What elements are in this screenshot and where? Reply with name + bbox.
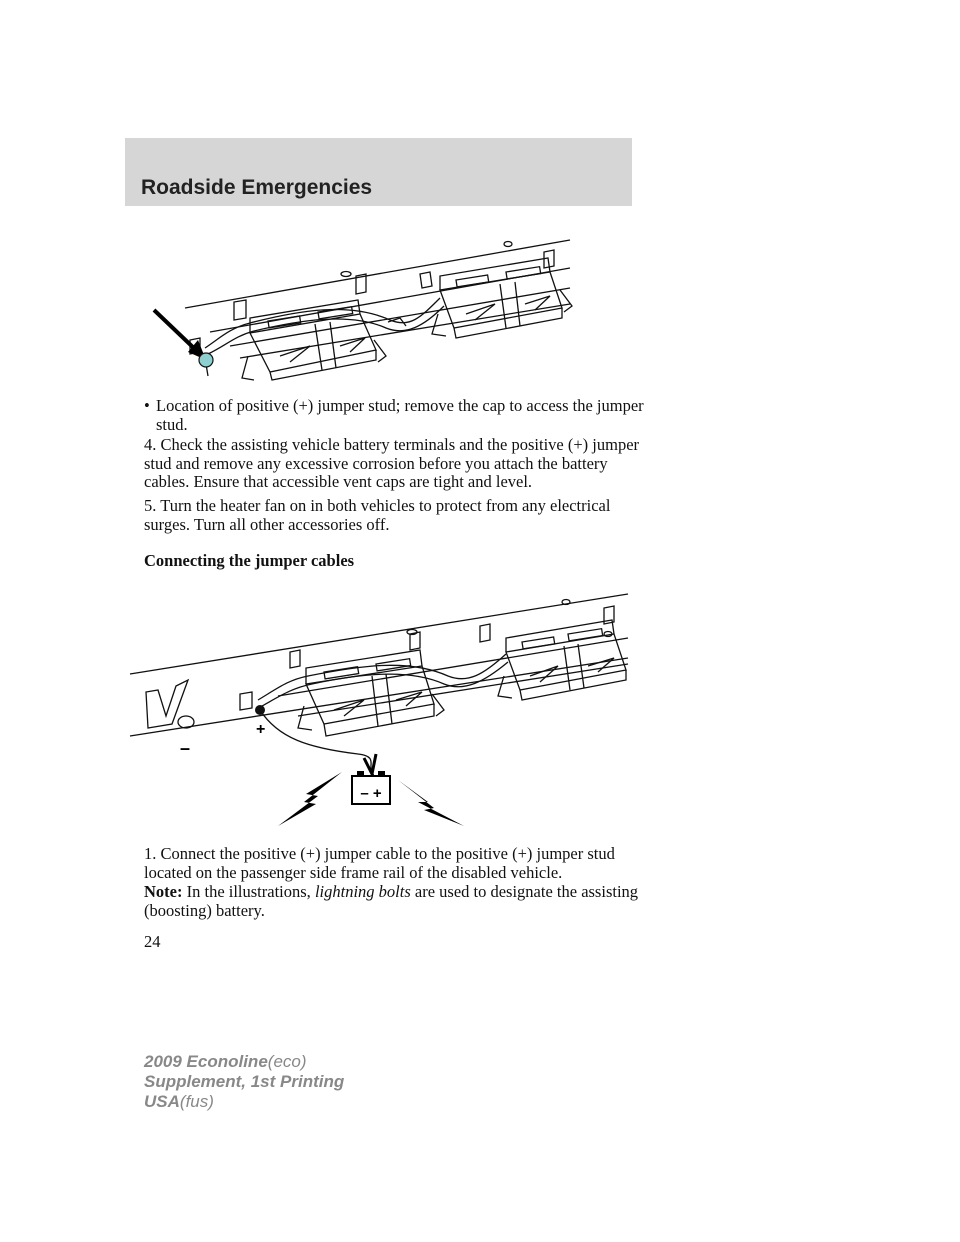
footer-market: USA — [144, 1092, 180, 1111]
note-paragraph — [144, 883, 644, 920]
step-5-paragraph: 5. Turn the heater fan on in both vehicles to protect from any electrical surges. Turn all other accessories off. — [144, 496, 611, 534]
lightning-bolt-left-icon — [278, 772, 342, 826]
negative-label: – — [180, 738, 191, 758]
note-label: Note: — [144, 882, 183, 901]
step-4-paragraph: 4. Check the assisting vehicle battery terminals and the positive (+) jumper stud and remove any excessive corrosion before you attach the battery cables. Ensure that accessible vent caps are tight and level. — [144, 435, 640, 491]
page-number: 24 — [144, 932, 161, 951]
section-header-band — [125, 138, 632, 206]
note-italic-text: lightning bolts — [314, 882, 411, 901]
step-1-paragraph: 1. Connect the positive (+) jumper cable to the positive (+) jumper stud located on the passenger side frame rail of the disabled vehicle. — [144, 844, 615, 882]
footer-vehicle: 2009 Econoline — [144, 1052, 268, 1071]
subheading-connecting-jumper-cables: Connecting the jumper cables — [144, 551, 355, 570]
bullet-marker: • — [144, 396, 150, 415]
footer-printing: Supplement, 1st Printing — [144, 1072, 345, 1091]
battery-location-illustration — [150, 228, 580, 390]
note-text-b: are used to designate the assisting (boosting) battery. — [144, 882, 639, 920]
svg-text:– +: – + — [360, 785, 382, 802]
jumper-cable-connection-illustration — [128, 588, 630, 828]
bullet-text: Location of positive (+) jumper stud; remove the cap to access the jumper stud. — [156, 396, 644, 434]
jumper-stud-highlight — [199, 353, 213, 367]
lightning-bolt-right-icon — [398, 780, 464, 826]
note-text-a: In the illustrations, — [182, 882, 315, 901]
footer-vehicle-code: (eco) — [267, 1052, 307, 1071]
assisting-battery-icon — [352, 771, 390, 804]
document-footer — [144, 1052, 344, 1112]
positive-label: + — [256, 721, 266, 738]
section-title: Roadside Emergencies — [141, 176, 373, 199]
footer-market-code: (fus) — [179, 1092, 214, 1111]
